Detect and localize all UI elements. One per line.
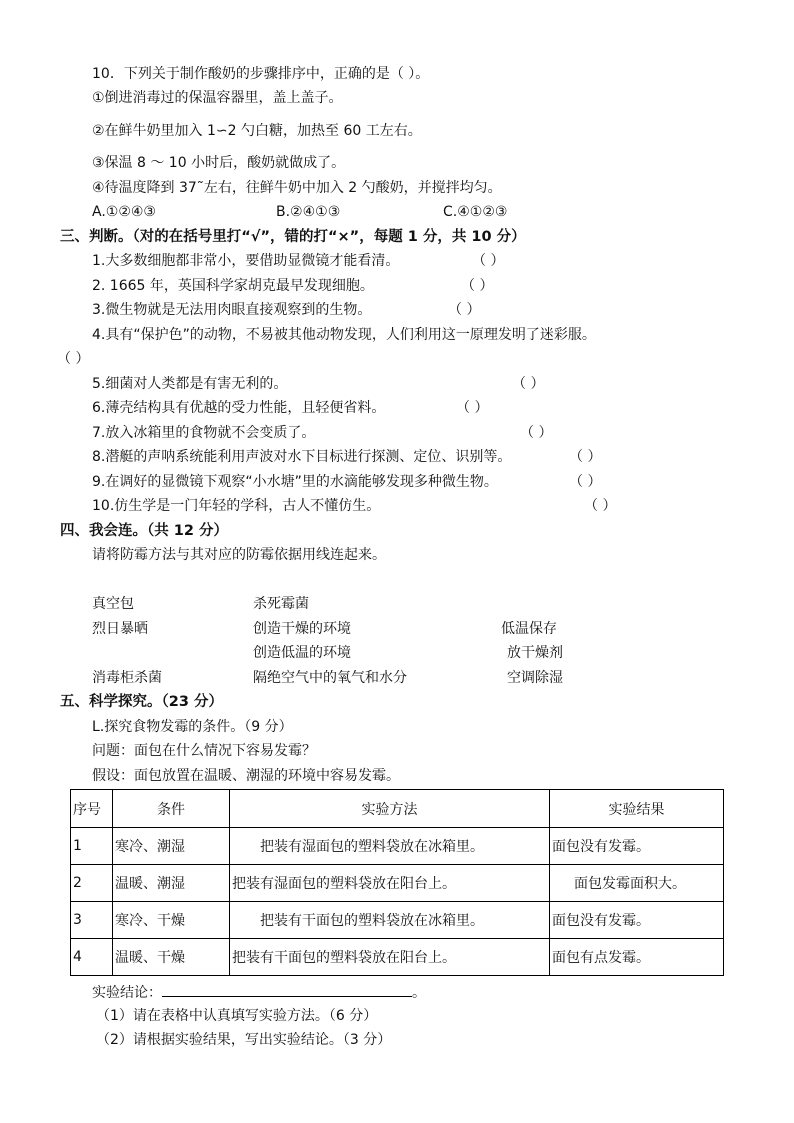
- header-index: 序号: [71, 790, 113, 828]
- section-5-hypothesis: 假设：面包放置在温暖、潮湿的环境中容易发霉。: [92, 768, 400, 784]
- section-4-instruction: 请将防霉方法与其对应的防霉依据用线连起来。: [92, 547, 386, 563]
- reason-isolate-air[interactable]: 隔绝空气中的氧气和水分: [253, 670, 407, 686]
- table-row: [71, 865, 724, 902]
- judge-paren-5[interactable]: （ ）: [512, 376, 545, 392]
- table-row: [71, 828, 724, 865]
- header-condition: 条件: [113, 790, 230, 828]
- method-vacuum[interactable]: 真空包: [92, 596, 134, 612]
- header-result: 实验结果: [550, 790, 724, 828]
- section-5-q1: L.探究食物发霉的条件。（9 分）: [92, 719, 293, 735]
- row-condition: 温暖、干燥: [113, 939, 230, 976]
- row-index: 2: [71, 865, 113, 902]
- q10-step-3: ③保温 8 ～ 10 小时后，酸奶就做成了。: [92, 155, 346, 171]
- section-5-question: 问题：面包在什么情况下容易发霉？: [92, 743, 316, 759]
- q10-step-4: ④待温度降到 37˜左右，往鲜牛奶中加入 2 勺酸奶，并搅拌均匀。: [92, 180, 502, 196]
- q10-step-2: ②在鲜牛奶里加入 1∽2 勺白糖，加热至 60 工左右。: [92, 123, 422, 139]
- section-5-title: 五、科学探究。（23 分）: [60, 694, 223, 710]
- example-ac-dehumidify[interactable]: 空调除湿: [507, 670, 563, 686]
- reason-kill-mold[interactable]: 杀死霉菌: [253, 596, 309, 612]
- conclusion-blank[interactable]: [162, 982, 412, 997]
- row-condition: 温暖、潮湿: [113, 865, 230, 902]
- row-result: 面包发霉面积大。: [550, 865, 724, 902]
- table-header-row: [71, 790, 724, 828]
- section-5-sub2: （2）请根据实验结果，写出实验结论。（3 分）: [96, 1032, 392, 1048]
- judge-paren-7[interactable]: （ ）: [520, 425, 553, 441]
- example-low-temp[interactable]: 低温保存: [501, 621, 557, 637]
- judge-item-2: 2. 1665 年，英国科学家胡克最早发现细胞。: [92, 278, 374, 294]
- row-result: 面包没有发霉。: [550, 902, 724, 939]
- judge-item-5: 5.细菌对人类都是有害无利的。: [92, 376, 288, 392]
- judge-item-6: 6.薄壳结构具有优越的受力性能，且轻便省料。: [92, 400, 386, 416]
- q10-stem: 10．下列关于制作酸奶的步骤排序中，正确的是（ ）。: [92, 66, 430, 82]
- judge-item-9: 9.在调好的显微镜下观察“小水塘”里的水滴能够发现多种微生物。: [92, 474, 498, 490]
- row-method[interactable]: 把装有干面包的塑料袋放在冰箱里。: [230, 902, 550, 939]
- row-condition: 寒冷、干燥: [113, 902, 230, 939]
- section-4-title: 四、我会连。（共 12 分）: [60, 523, 229, 539]
- row-index: 3: [71, 902, 113, 939]
- judge-item-10: 10.仿生学是一门年轻的学科，古人不懂仿生。: [92, 498, 381, 514]
- q10-option-a: A.①②④③: [92, 204, 156, 220]
- row-method[interactable]: 把装有干面包的塑料袋放在阳台上。: [230, 939, 550, 976]
- conclusion-label: 实验结论：: [92, 985, 162, 1001]
- judge-paren-6[interactable]: （ ）: [456, 400, 489, 416]
- judge-item-8: 8.潜艇的声呐系统能利用声波对水下目标进行探测、定位、识别等。: [92, 449, 512, 465]
- row-result: 面包没有发霉。: [550, 828, 724, 865]
- reason-cold[interactable]: 创造低温的环境: [253, 645, 351, 661]
- q10-option-b: B.②④①③: [276, 204, 341, 220]
- reason-dry[interactable]: 创造干燥的环境: [253, 621, 351, 637]
- table-row: [71, 902, 724, 939]
- experiment-table: [70, 789, 724, 976]
- q10-option-c: C.④①②③: [443, 204, 508, 220]
- judge-paren-2[interactable]: （ ）: [461, 278, 494, 294]
- section-3-title: 三、判断。（对的在括号里打“√”，错的打“×”，每题 1 分，共 10 分）: [60, 229, 526, 245]
- row-index: 4: [71, 939, 113, 976]
- judge-paren-8[interactable]: （ ）: [569, 449, 602, 465]
- header-method: 实验方法: [230, 790, 550, 828]
- row-method[interactable]: 把装有湿面包的塑料袋放在阳台上。: [230, 865, 550, 902]
- example-desiccant[interactable]: 放干燥剂: [507, 645, 563, 661]
- judge-paren-1[interactable]: （ ）: [472, 253, 505, 269]
- q10-step-1: ①倒进消毒过的保温容器里，盖上盖子。: [92, 90, 343, 106]
- judge-item-4: 4.具有“保护色”的动物，不易被其他动物发现，人们利用这一原理发明了迷彩服。: [92, 327, 596, 343]
- judge-item-1: 1.大多数细胞都非常小，要借助显微镜才能看清。: [92, 253, 400, 269]
- judge-paren-3[interactable]: （ ）: [448, 302, 481, 318]
- judge-item-3: 3.微生物就是无法用肉眼直接观察到的生物。: [92, 302, 372, 318]
- row-result: 面包有点发霉。: [550, 939, 724, 976]
- method-sun[interactable]: 烈日暴晒: [92, 621, 148, 637]
- judge-item-7: 7.放入冰箱里的食物就不会变质了。: [92, 425, 316, 441]
- conclusion-end: 。: [412, 985, 426, 1001]
- row-index: 1: [71, 828, 113, 865]
- section-5-sub1: （1）请在表格中认真填写实验方法。（6 分）: [96, 1008, 378, 1024]
- method-disinfect[interactable]: 消毒柜杀菌: [92, 670, 162, 686]
- conclusion-line: [92, 982, 426, 1003]
- row-condition: 寒冷、潮湿: [113, 828, 230, 865]
- table-row: [71, 939, 724, 976]
- judge-paren-9[interactable]: （ ）: [569, 474, 602, 490]
- judge-paren-10[interactable]: （ ）: [584, 498, 617, 514]
- judge-paren-4[interactable]: （ ）: [57, 351, 90, 367]
- row-method[interactable]: 把装有湿面包的塑料袋放在冰箱里。: [230, 828, 550, 865]
